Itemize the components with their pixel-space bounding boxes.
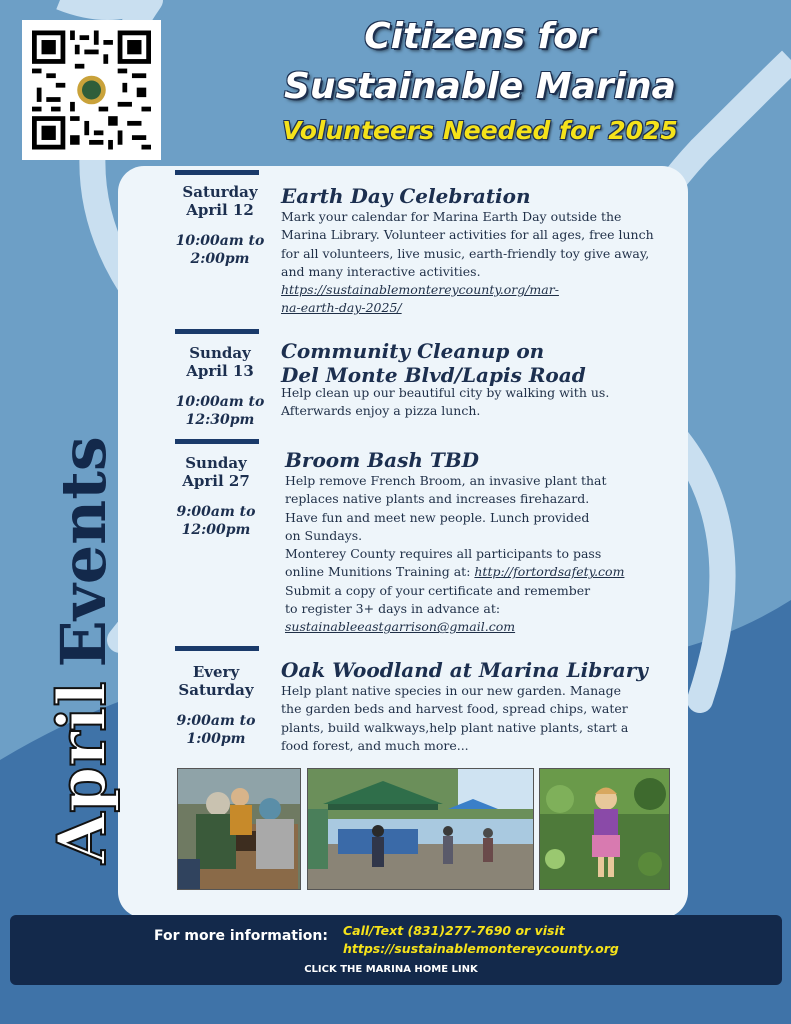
event-4-desc-line: plants, build walkways,help plant native plants, start a	[281, 719, 629, 735]
event-3-day: Sunday	[185, 454, 247, 472]
event-3-desc-line: Help remove French Broom, an invasive plant that	[285, 473, 607, 488]
event-2-daydate: April 13	[186, 362, 254, 380]
event-2-title	[281, 339, 586, 387]
event-4-desc-line: the garden beds and harvest food, spread chips, water	[281, 701, 628, 717]
side-heading-april: April	[43, 681, 121, 864]
event-1-daydate: April 12	[186, 201, 254, 219]
event-3-desc-line: to register 3+ days in advance at:	[285, 601, 501, 617]
event-1-desc-line: Marina Library. Volunteer activities for all ages, free lunch	[281, 227, 654, 243]
event-3-training-line	[285, 563, 624, 581]
event-3-description	[285, 472, 624, 637]
event-4-desc-line: Help plant native species in our new garden. Manage	[281, 683, 621, 698]
event-1-desc-line: and many interactive activities.	[281, 263, 481, 279]
event-4-day: Every	[192, 663, 240, 681]
event-3-time-end: 12:00pm	[181, 522, 251, 538]
event-4-title: Oak Woodland at Marina Library	[281, 658, 648, 682]
event-1-time-end: 2:00pm	[190, 251, 250, 267]
footer-website-link[interactable]: https://sustainablemontereycounty.org	[343, 941, 619, 956]
event-3-training-prefix: online Munitions Training at:	[285, 564, 475, 580]
photo-earth-day-tents	[307, 768, 534, 890]
event-4-desc-line: food forest, and much more...	[281, 737, 469, 753]
event-2-time-start: 10:00am to	[175, 394, 265, 410]
event-3-desc-line: replaces native plants and increases firehazard.	[285, 491, 590, 507]
event-3-desc-line: Have fun and meet new people. Lunch provided	[285, 509, 590, 525]
event-divider	[175, 170, 259, 175]
event-divider	[175, 439, 259, 444]
event-3-desc-line: Monterey County requires all participants to pass	[285, 546, 602, 562]
event-2-desc-line: Afterwards enjoy a pizza lunch.	[281, 403, 481, 419]
event-1-time	[170, 232, 270, 268]
footer-click-instruction: CLICK THE MARINA HOME LINK	[304, 964, 478, 975]
event-1-time-start: 10:00am to	[175, 233, 265, 249]
subtitle: Volunteers Needed for 2025	[282, 116, 678, 145]
event-4-time-end: 1:00pm	[186, 731, 246, 747]
event-1-description	[281, 208, 654, 281]
photo-gardening-image	[178, 769, 300, 889]
event-divider	[175, 329, 259, 334]
event-1-date	[170, 183, 270, 219]
photo-child-in-garden	[539, 768, 670, 890]
event-3-time	[166, 503, 266, 539]
event-4-time	[166, 712, 266, 748]
event-2-time	[170, 393, 270, 429]
photo-tents-image	[308, 769, 533, 889]
event-3-training-link[interactable]: http://fortordsafety.com	[474, 564, 625, 580]
event-1-link-line1[interactable]: https://sustainablemontereycounty.org/mar-	[281, 282, 559, 297]
event-2-description	[281, 384, 609, 421]
event-2-title-line1: Community Cleanup on	[281, 339, 545, 363]
event-3-email-link[interactable]: sustainableeastgarrison@gmail.com	[285, 619, 516, 635]
event-1-day: Saturday	[182, 183, 258, 201]
event-2-title-line2: Del Monte Blvd/Lapis Road	[281, 363, 586, 387]
side-heading	[42, 410, 122, 890]
event-1-desc-line: for all volunteers, live music, earth-friendly toy give away,	[281, 245, 650, 261]
event-4-time-start: 9:00am to	[176, 713, 256, 729]
event-1-desc-line: Mark your calendar for Marina Earth Day outside the	[281, 209, 622, 224]
event-3-title: Broom Bash TBD	[285, 448, 480, 472]
event-2-day: Sunday	[189, 344, 251, 362]
qr-code[interactable]	[22, 20, 161, 160]
event-4-daydate: Saturday	[178, 681, 254, 699]
event-3-daydate: April 27	[182, 472, 250, 490]
org-title-line1: Citizens for	[364, 16, 596, 57]
footer-call-text: Call/Text (831)277-7690 or visit	[343, 923, 565, 938]
photo-gardening-volunteers	[177, 768, 301, 890]
event-1-link[interactable]	[281, 281, 559, 318]
org-title-line2: Sustainable Marina	[284, 66, 676, 107]
footer-info-bar	[10, 915, 782, 985]
event-2-desc-line: Help clean up our beautiful city by walking with us.	[281, 385, 610, 400]
footer-contact	[343, 922, 619, 958]
event-2-time-end: 12:30pm	[185, 412, 255, 428]
event-2-date	[170, 344, 270, 380]
event-3-desc-line: on Sundays.	[285, 527, 363, 543]
qr-code-image	[32, 30, 151, 150]
event-1-link-line2[interactable]: na-earth-day-2025/	[281, 300, 402, 316]
event-4-description	[281, 682, 628, 755]
event-4-date	[166, 663, 266, 699]
photo-child-image	[540, 769, 669, 889]
event-3-date	[166, 454, 266, 490]
footer-label: For more information:	[154, 928, 328, 944]
side-heading-events: Events	[47, 436, 120, 668]
event-1-title: Earth Day Celebration	[281, 184, 531, 208]
event-3-desc-line: Submit a copy of your certificate and remember	[285, 582, 591, 598]
event-divider	[175, 646, 259, 651]
event-3-time-start: 9:00am to	[176, 504, 256, 520]
